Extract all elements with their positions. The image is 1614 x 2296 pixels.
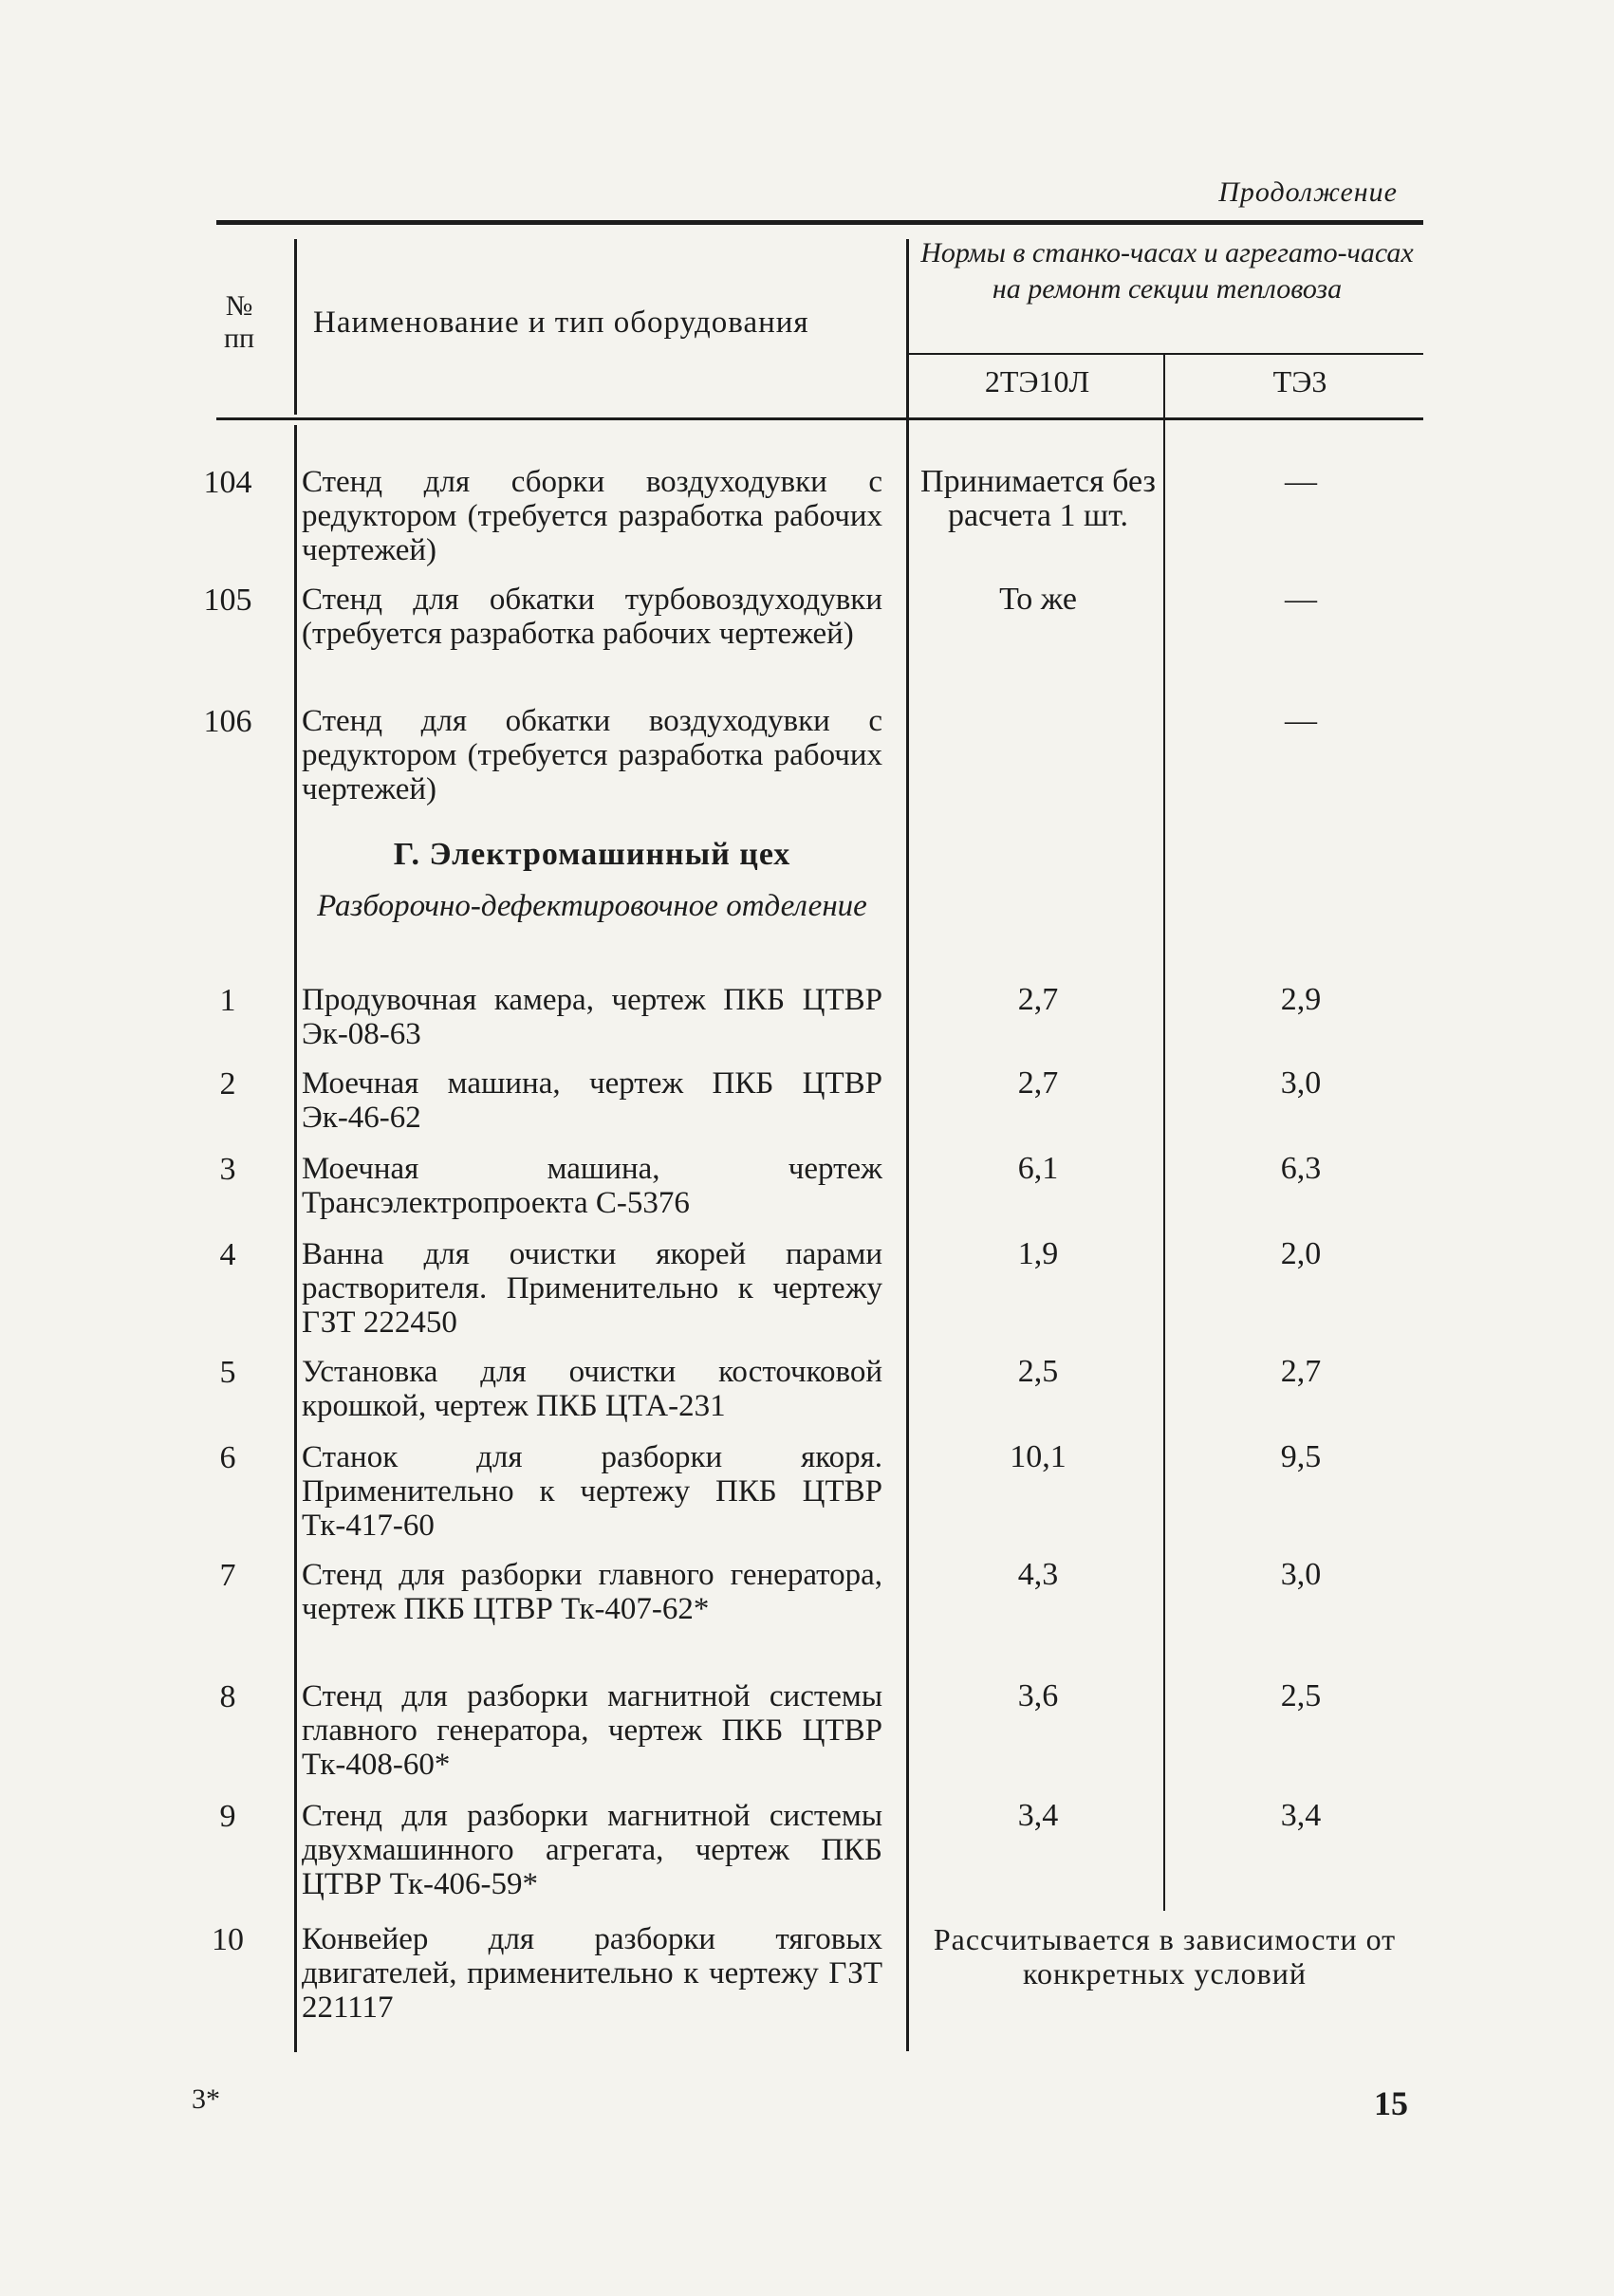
row-name: Стенд для разборки магнитной системы главного генератора, чертеж ПКБ ЦТВР Тк-408-60* <box>302 1679 882 1782</box>
row-val-te3: 2,7 <box>1280 1354 1322 1389</box>
row-name: Установка для очистки косточковой крошкой, чертеж ПКБ ЦТА-231 <box>302 1355 882 1423</box>
section-subtitle: Разборочно-дефектировочное отделение <box>317 889 867 923</box>
row-num: 2 <box>219 1066 236 1102</box>
row-val-te3: 3,0 <box>1280 1065 1322 1101</box>
row-name: Станок для разборки якоря. Применительно к чертежу ПКБ ЦТВР Тк-417-60 <box>302 1440 882 1543</box>
table-top-rule <box>216 220 1423 225</box>
row-val-te3: — <box>1285 703 1317 738</box>
column-divider <box>906 239 909 2051</box>
header-col-te3: ТЭ3 <box>1272 364 1327 398</box>
row-val-te3: 2,5 <box>1280 1678 1322 1713</box>
row-val-te3: 6,3 <box>1280 1151 1322 1186</box>
row-val-te3: 3,4 <box>1280 1798 1322 1833</box>
row-num: 6 <box>219 1440 236 1475</box>
row-num: 104 <box>203 465 252 500</box>
section-title: Г. Электромашинный цех <box>393 837 791 872</box>
row-val-2te10l: 3,6 <box>1017 1678 1059 1713</box>
header-norms: Нормы в станко-часах и агрегато-часах на ремонт секции тепловоза <box>920 237 1414 305</box>
row-name: Моечная машина, чертеж ПКБ ЦТВР Эк-46-62 <box>302 1066 882 1135</box>
row-name: Стенд для разборки главного генератора, чертеж ПКБ ЦТВР Тк-407-62* <box>302 1558 882 1626</box>
row-val-2te10l: То же <box>999 582 1077 617</box>
row-name: Ванна для очистки якорей парами растворителя. Применительно к чертежу ГЗТ 222450 <box>302 1237 882 1340</box>
row-val-te3: 9,5 <box>1280 1439 1322 1474</box>
row-num: 1 <box>219 983 236 1018</box>
row-val-2te10l: 2,7 <box>1017 982 1059 1017</box>
row-name: Моечная машина, чертеж Трансэлектропроекта С-5376 <box>302 1152 882 1220</box>
row-name: Стенд для сборки воздуходувки с редуктором (требуется разработка рабочих чертежей) <box>302 465 882 567</box>
footer-signature-mark: 3* <box>192 2083 220 2115</box>
row-val-te3: 3,0 <box>1280 1557 1322 1592</box>
continued-label: Продолжение <box>1218 176 1398 208</box>
page-number: 15 <box>1374 2084 1408 2122</box>
row-val-2te10l: Принимается без расчета 1 шт. <box>920 464 1156 533</box>
column-divider <box>294 239 297 415</box>
header-col-2te10l: 2ТЭ10Л <box>984 364 1090 398</box>
row-num: 106 <box>203 704 252 739</box>
row-val-te3: — <box>1285 464 1317 499</box>
row-num: 3 <box>219 1152 236 1187</box>
header-bottom-rule <box>216 417 1423 420</box>
row-num: 5 <box>219 1355 236 1390</box>
row-name: Стенд для обкатки турбовоздуходувки (требуется разработка рабочих чертежей) <box>302 583 882 651</box>
row-val-2te10l: 4,3 <box>1017 1557 1059 1592</box>
column-divider <box>294 425 297 2052</box>
row-num: 8 <box>219 1679 236 1714</box>
row-name: Продувочная камера, чертеж ПКБ ЦТВР Эк-08-63 <box>302 983 882 1051</box>
row-num: 9 <box>219 1799 236 1834</box>
row-val-2te10l: 2,5 <box>1017 1354 1059 1389</box>
row-num: 105 <box>203 583 252 618</box>
row-val-2te10l: 6,1 <box>1017 1151 1059 1186</box>
row-val-te3: 2,0 <box>1280 1236 1322 1271</box>
header-name: Наименование и тип оборудования <box>313 306 809 340</box>
row-span-value: Рассчитывается в зависимости от конкретных условий <box>933 1922 1397 1990</box>
row-val-2te10l: 1,9 <box>1017 1236 1059 1271</box>
row-name: Стенд для разборки магнитной системы двухмашинного агрегата, чертеж ПКБ ЦТВР Тк-406-59* <box>302 1799 882 1901</box>
row-name: Конвейер для разборки тяговых двигателей, применительно к чертежу ГЗТ 221117 <box>302 1922 882 2025</box>
row-name: Стенд для обкатки воздуходувки с редуктором (требуется разработка рабочих чертежей) <box>302 704 882 806</box>
row-num: 4 <box>219 1237 236 1272</box>
row-val-2te10l: 2,7 <box>1017 1065 1059 1101</box>
header-num: № пп <box>223 290 255 354</box>
row-val-te3: — <box>1285 582 1317 617</box>
column-divider <box>1163 355 1165 1911</box>
row-num: 7 <box>219 1558 236 1593</box>
row-val-2te10l: 10,1 <box>1010 1439 1067 1474</box>
row-num: 10 <box>212 1922 244 1957</box>
row-val-te3: 2,9 <box>1280 982 1322 1017</box>
row-val-2te10l: 3,4 <box>1017 1798 1059 1833</box>
